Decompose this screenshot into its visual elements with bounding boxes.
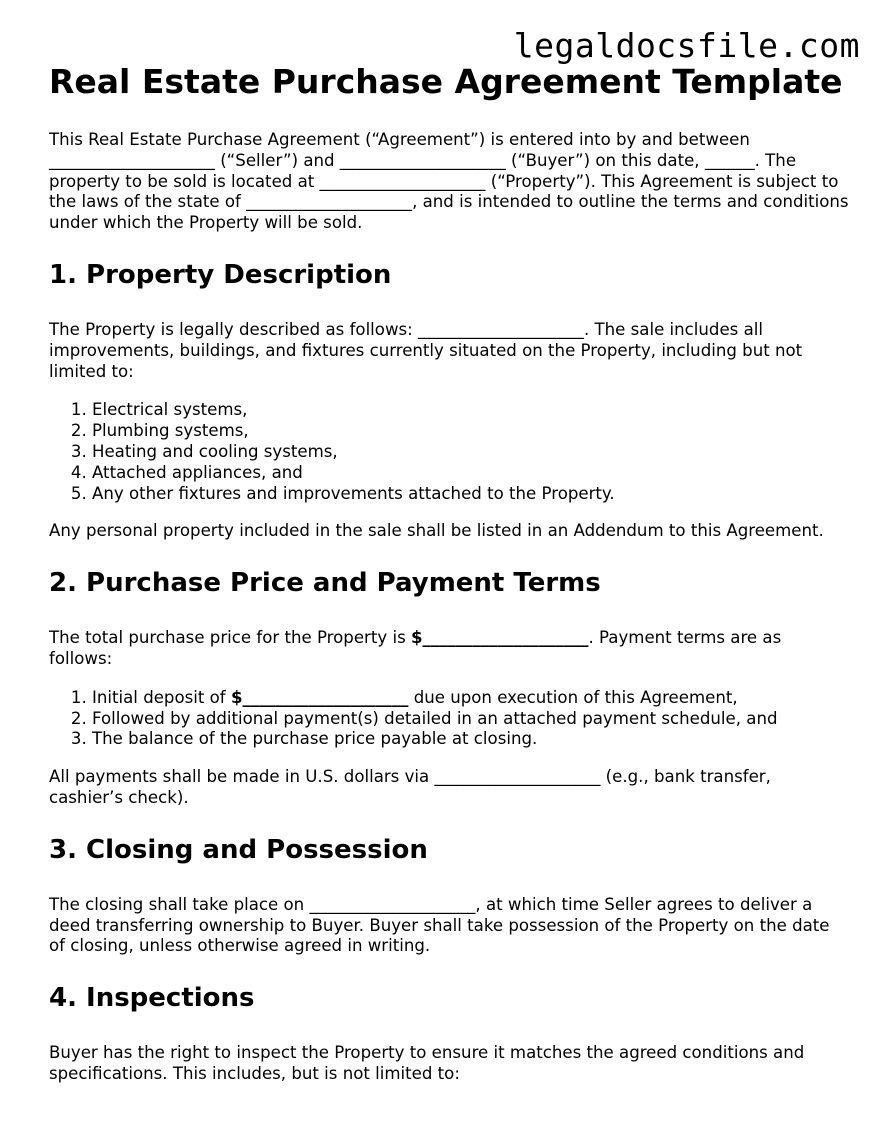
document-title: Real Estate Purchase Agreement Template <box>49 62 843 101</box>
closing-paragraph: The closing shall take place on ____________________, at which time Seller agrees to deliver a deed transferring ownership to Buyer. Buyer shall take possession of the Property on the date of closing, unless otherwise agreed in writing. <box>49 894 830 956</box>
personal-property-paragraph: Any personal property included in the sale shall be listed in an Addendum to this Agreement. <box>49 521 824 541</box>
payment-terms-list <box>49 688 849 750</box>
deposit-text-pre: Initial deposit of <box>92 687 231 707</box>
payment-method-paragraph: All payments shall be made in U.S. dollars via ____________________ (e.g., bank transfer, cashier’s check). <box>49 767 771 807</box>
property-description-paragraph: The Property is legally described as follows: ____________________. The sale includes all improvements, buildings, and fixtures currently situated on the Property, including but not limited to: <box>49 319 803 381</box>
list-item <box>92 688 849 709</box>
list-item: 3. The balance of the purchase price payable at closing. <box>92 729 849 750</box>
inspections-paragraph: Buyer has the right to inspect the Property to ensure it matches the agreed conditions and specifications. This includes, but is not limited to: <box>49 1043 805 1083</box>
deposit-text-post: due upon execution of this Agreement, <box>408 687 738 707</box>
list-item: 3. Heating and cooling systems, <box>92 442 849 463</box>
list-item: 1. Electrical systems, <box>92 400 849 421</box>
purchase-price-text-pre: The total purchase price for the Property is <box>49 628 411 648</box>
section-heading-closing: 3. Closing and Possession <box>49 834 428 865</box>
section-heading-property-description: 1. Property Description <box>49 259 392 290</box>
watermark: legaldocsfile.com <box>513 26 860 65</box>
section-heading-inspections: 4. Inspections <box>49 983 255 1014</box>
section-heading-purchase-price: 2. Purchase Price and Payment Terms <box>49 568 601 599</box>
list-item: 4. Attached appliances, and <box>92 463 849 484</box>
purchase-price-blank: $____________________ <box>411 628 589 648</box>
deposit-blank: $____________________ <box>230 687 409 707</box>
document-page <box>49 62 849 1085</box>
list-item: 5. Any other fixtures and improvements attached to the Property. <box>92 484 849 505</box>
list-item: 2. Followed by additional payment(s) detailed in an attached payment schedule, and <box>92 709 849 730</box>
intro-paragraph: This Real Estate Purchase Agreement (“Agreement”) is entered into by and between ____________________ (“Seller”) and ____________________ (“Buyer”) on this date, ______. The property to be sold is located at ____________________ (“Property”). This Agreement is subject to the laws of the state of ____________________, and is intended to outline the terms and conditions under which the Property will be sold. <box>49 130 849 233</box>
purchase-price-paragraph <box>49 628 849 670</box>
purchase-price-text-post: . Payment terms are as follows: <box>49 628 782 668</box>
list-item: 2. Plumbing systems, <box>92 421 849 442</box>
property-inclusions-list <box>49 400 849 504</box>
